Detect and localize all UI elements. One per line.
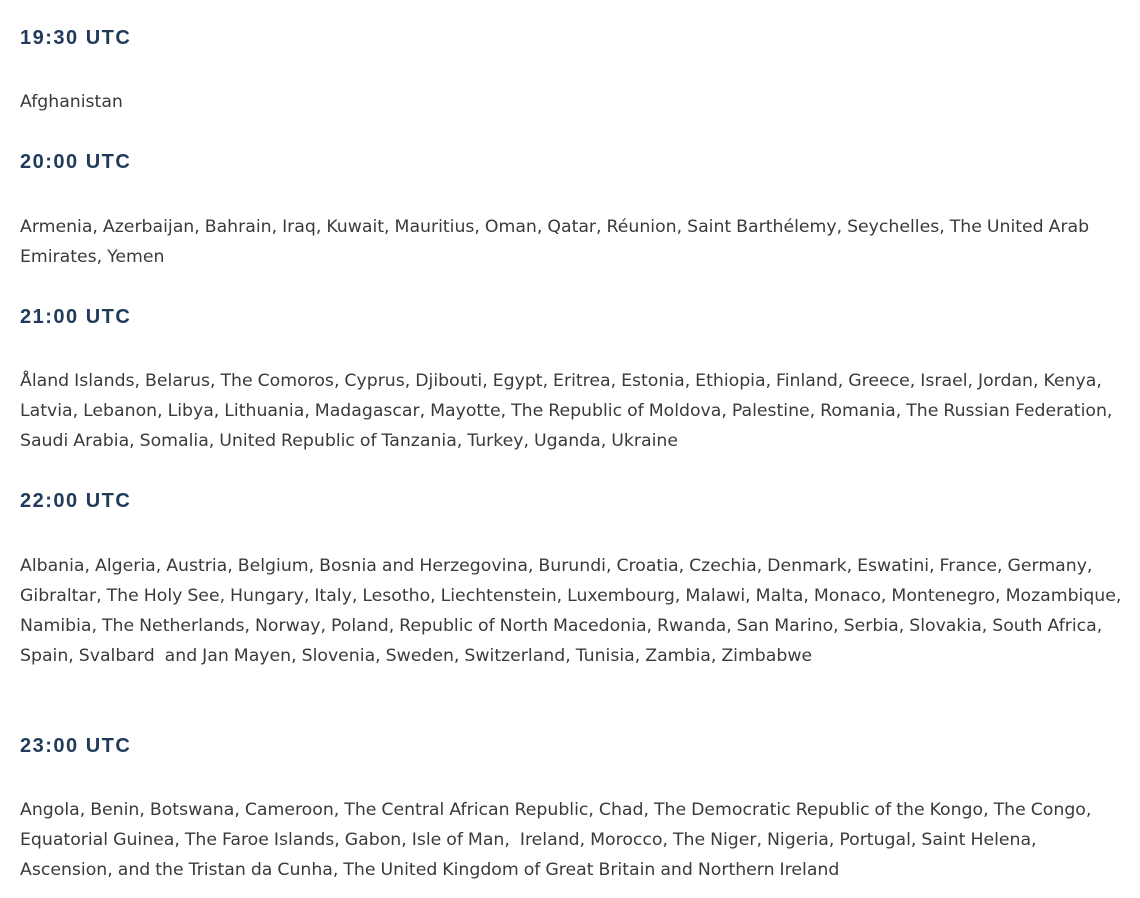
timezone-section-1930 (20, 26, 1132, 117)
timezone-section-2000 (20, 150, 1132, 272)
country-list: Afghanistan (20, 92, 123, 112)
time-heading: 23:00 UTC (20, 735, 132, 757)
time-heading: 22:00 UTC (20, 490, 132, 512)
timezone-section-2100 (20, 305, 1132, 456)
country-list: Albania, Algeria, Austria, Belgium, Bosnia and Herzegovina, Burundi, Croatia, Czechia, Denmark, Eswatini, France, Germany, Gibraltar, The Holy See, Hungary, Italy, Lesotho, Liechtenstein, Luxembourg, Malawi, Malta, Monaco, Montenegro, Mozambique, Namibia, The Netherlands, Norway, Poland, Republic of North Macedonia, Rwanda, San Marino, Serbia, Slovakia, South Africa, Spain, Svalbard and Jan Mayen, Slovenia, Sweden, Switzerland, Tunisia, Zambia, Zimbabwe (20, 556, 1127, 666)
timezone-section-2200 (20, 489, 1132, 671)
country-list: Angola, Benin, Botswana, Cameroon, The Central African Republic, Chad, The Democratic Republic of the Kongo, The Congo, Equatorial Guinea, The Faroe Islands, Gabon, Isle of Man, Ireland, Morocco, The Niger, Nigeria, Portugal, Saint Helena, Ascension, and the Tristan da Cunha, The United Kingdom of Great Britain and Northern Ireland (20, 800, 1097, 880)
time-heading: 21:00 UTC (20, 306, 132, 328)
time-heading: 19:30 UTC (20, 27, 132, 49)
country-list: Åland Islands, Belarus, The Comoros, Cyprus, Djibouti, Egypt, Eritrea, Estonia, Ethiopia, Finland, Greece, Israel, Jordan, Kenya, Latvia, Lebanon, Libya, Lithuania, Madagascar, Mayotte, The Republic of Moldova, Palestine, Romania, The Russian Federation, Saudi Arabia, Somalia, United Republic of Tanzania, Turkey, Uganda, Ukraine (20, 371, 1118, 451)
country-list: Armenia, Azerbaijan, Bahrain, Iraq, Kuwait, Mauritius, Oman, Qatar, Réunion, Saint Barthélemy, Seychelles, The United Arab Emirates, Yemen (20, 217, 1095, 267)
time-heading: 20:00 UTC (20, 151, 132, 173)
timezone-section-2300 (20, 734, 1132, 885)
